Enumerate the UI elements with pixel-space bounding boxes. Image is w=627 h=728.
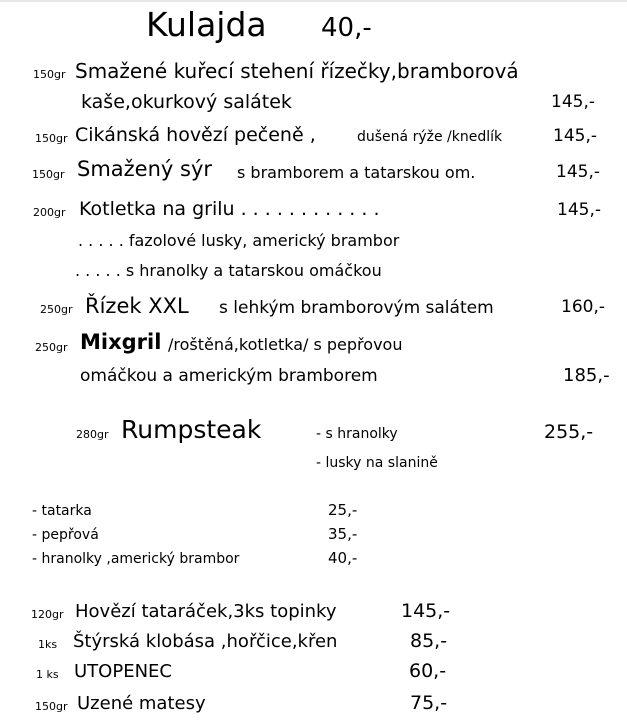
item-name: Rumpsteak: [121, 415, 262, 444]
snack-name: UTOPENEC: [74, 661, 172, 682]
snack-price: 60,-: [409, 660, 447, 682]
item-price: 145,-: [557, 200, 601, 220]
item-price: 145,-: [556, 162, 600, 182]
extra-name: - hranolky ,americký brambor: [32, 551, 240, 567]
item-name: Kotletka na grilu . . . . . . . . . . . .: [79, 198, 380, 220]
item-side: /roštěná,kotletka/ s pepřovou: [168, 335, 403, 354]
snack-price: 145,-: [401, 600, 451, 622]
top-border: [0, 0, 627, 2]
item-weight: 150gr: [33, 68, 66, 81]
item-name: Cikánská hovězí pečeně ,: [75, 124, 316, 146]
item-weight: 150gr: [35, 132, 68, 145]
item-weight: 250gr: [35, 341, 68, 354]
soup-title: Kulajda: [146, 5, 267, 44]
snack-weight: 120gr: [31, 608, 64, 621]
item-name: Smažené kuřecí stehení řízečky,bramborová: [75, 59, 519, 83]
snack-weight: 1 ks: [36, 668, 59, 681]
snack-price: 75,-: [410, 692, 448, 714]
item-option: . . . . . fazolové lusky, americký brambor: [78, 231, 400, 250]
item-side: s bramborem a tatarskou om.: [237, 163, 476, 182]
snack-price: 85,-: [410, 630, 448, 652]
extra-price: 25,-: [328, 501, 358, 519]
item-option: - s hranolky: [316, 426, 398, 442]
item-name: Mixgril: [80, 330, 162, 354]
item-price: 160,-: [561, 297, 605, 317]
snack-weight: 1ks: [38, 638, 58, 651]
item-name-line2: omáčkou a americkým bramborem: [80, 366, 378, 386]
snack-name: Uzené matesy: [77, 693, 206, 714]
snack-name: Štýrská klobása ,hořčice,křen: [73, 631, 338, 652]
soup-price: 40,-: [321, 13, 372, 43]
snack-name: Hovězí tataráček,3ks topinky: [75, 601, 337, 622]
item-weight: 250gr: [40, 303, 73, 316]
item-name: Řízek XXL: [85, 294, 189, 318]
extra-name: - tatarka: [32, 503, 92, 519]
item-weight: 150gr: [32, 168, 65, 181]
item-name-line2: kaše,okurkový salátek: [81, 91, 292, 113]
item-name: Smažený sýr: [77, 157, 213, 181]
item-weight: 200gr: [33, 206, 66, 219]
item-side: s lehkým bramborovým salátem: [219, 298, 494, 318]
item-price: 145,-: [551, 92, 595, 112]
extra-name: - pepřová: [32, 527, 99, 543]
item-price: 185,-: [563, 365, 610, 386]
item-price: 145,-: [553, 126, 597, 146]
extra-price: 40,-: [328, 549, 358, 567]
item-option: - lusky na slanině: [316, 455, 438, 471]
snack-weight: 150gr: [35, 700, 68, 713]
item-weight: 280gr: [76, 428, 109, 441]
item-side: dušená rýže /knedlík: [357, 129, 503, 145]
item-price: 255,-: [544, 421, 594, 443]
item-option: . . . . . s hranolky a tatarskou omáčkou: [75, 261, 382, 280]
extra-price: 35,-: [328, 525, 358, 543]
